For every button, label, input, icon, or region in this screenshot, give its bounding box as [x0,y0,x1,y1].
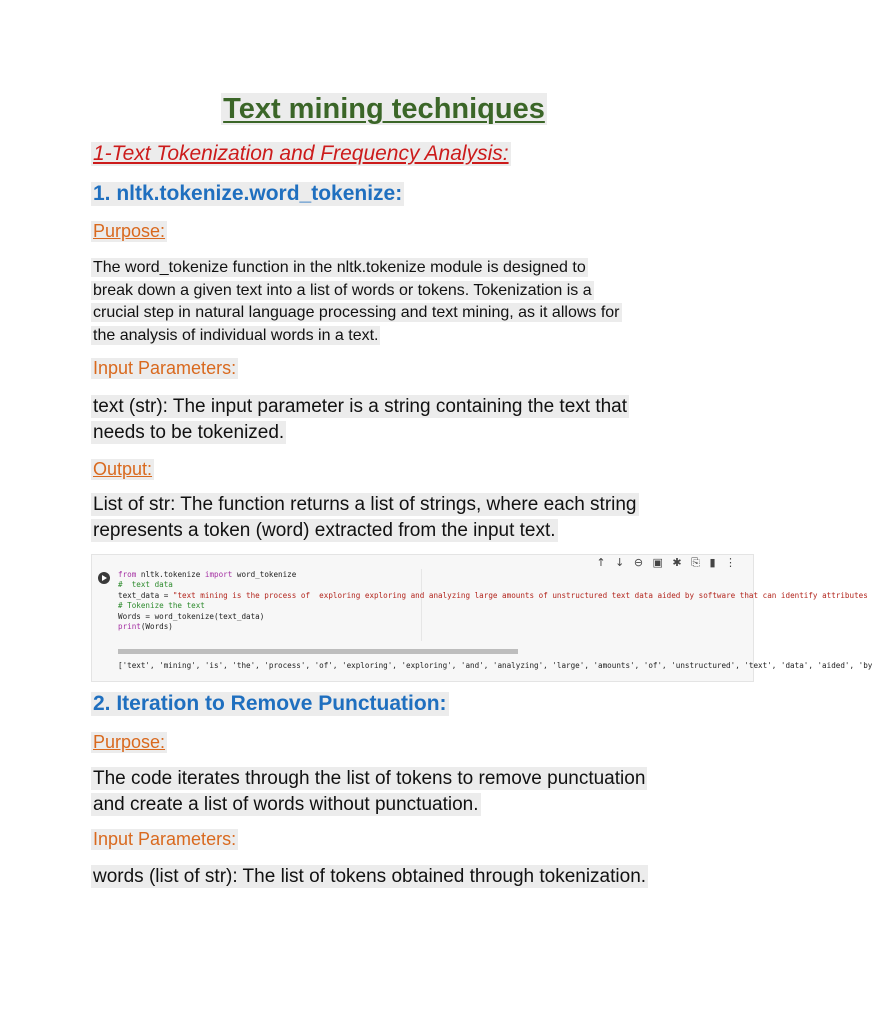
item2-input-label: Input Parameters: [93,829,237,849]
document-title-container [0,93,768,126]
item1-purpose-label: Purpose: [93,221,166,241]
item1-output-text [91,492,691,544]
code-keyword: from [118,570,137,579]
code-block [118,570,868,632]
item2-purpose-label: Purpose: [93,732,166,752]
item1-input-text [91,394,691,446]
code-text: text_data = [118,590,173,600]
code-cell-screenshot [91,554,872,682]
item2-heading: 2. Iteration to Remove Punctuation: [93,692,447,715]
item1-heading: 1. nltk.tokenize.word_tokenize: [93,182,403,205]
horizontal-scrollbar [118,649,518,654]
code-comment: # Tokenize the text [118,601,205,611]
code-keyword: import [204,570,233,579]
output-line: represents a token (word) extracted from the input text. [93,520,556,541]
output-line: List of str: The function returns a list of strings, where each string [93,494,637,515]
purpose-line: and create a list of words without punctuation. [93,794,479,815]
input-line: text (str): The input parameter is a string containing the text that [93,396,628,417]
code-text: (Words) [140,622,173,632]
item2-input-text [91,864,691,890]
code-keyword: print [118,622,141,632]
item2-purpose-text [91,766,691,818]
item1-purpose-text [91,257,691,347]
cell-toolbar: ↑ ↓ ⊖ ▣ ✱ ⎘ ▮ ⋮ [596,556,739,569]
purpose-line: break down a given text into a list of words or tokens. Tokenization is a [93,281,592,299]
purpose-line: The code iterates through the list of tokens to remove punctuation [93,768,646,789]
item1-output-label: Output: [93,459,153,479]
input-line: words (list of str): The list of tokens obtained through tokenization. [93,866,647,887]
purpose-line: The word_tokenize function in the nltk.tokenize module is designed to [93,259,586,276]
code-text: word_tokenize [232,570,297,579]
item1-input-label: Input Parameters: [93,358,237,378]
code-string: "text mining is the process of exploring exploring and analyzing large amounts of unstructured text data aided by software that can identify attributes [172,590,868,600]
document-title: Text mining techniques [223,93,545,125]
code-text: Words = word_tokenize(text_data) [118,611,265,621]
section-heading: 1-Text Tokenization and Frequency Analysis: [93,142,509,165]
input-line: needs to be tokenized. [93,422,285,443]
purpose-line: crucial step in natural language processing and text mining, as it allows for [93,304,620,321]
code-text: nltk.tokenize [136,570,205,579]
code-comment: # text data [118,580,173,590]
run-cell-icon [98,572,110,584]
purpose-line: the analysis of individual words in a text. [93,326,379,344]
cell-output: ['text', 'mining', 'is', 'the', 'process', 'of', 'exploring', 'exploring', 'and', 'analyzing', 'large', 'amounts', 'of', 'unstructured', 'text', 'data', 'aided', 'by [118,661,872,670]
